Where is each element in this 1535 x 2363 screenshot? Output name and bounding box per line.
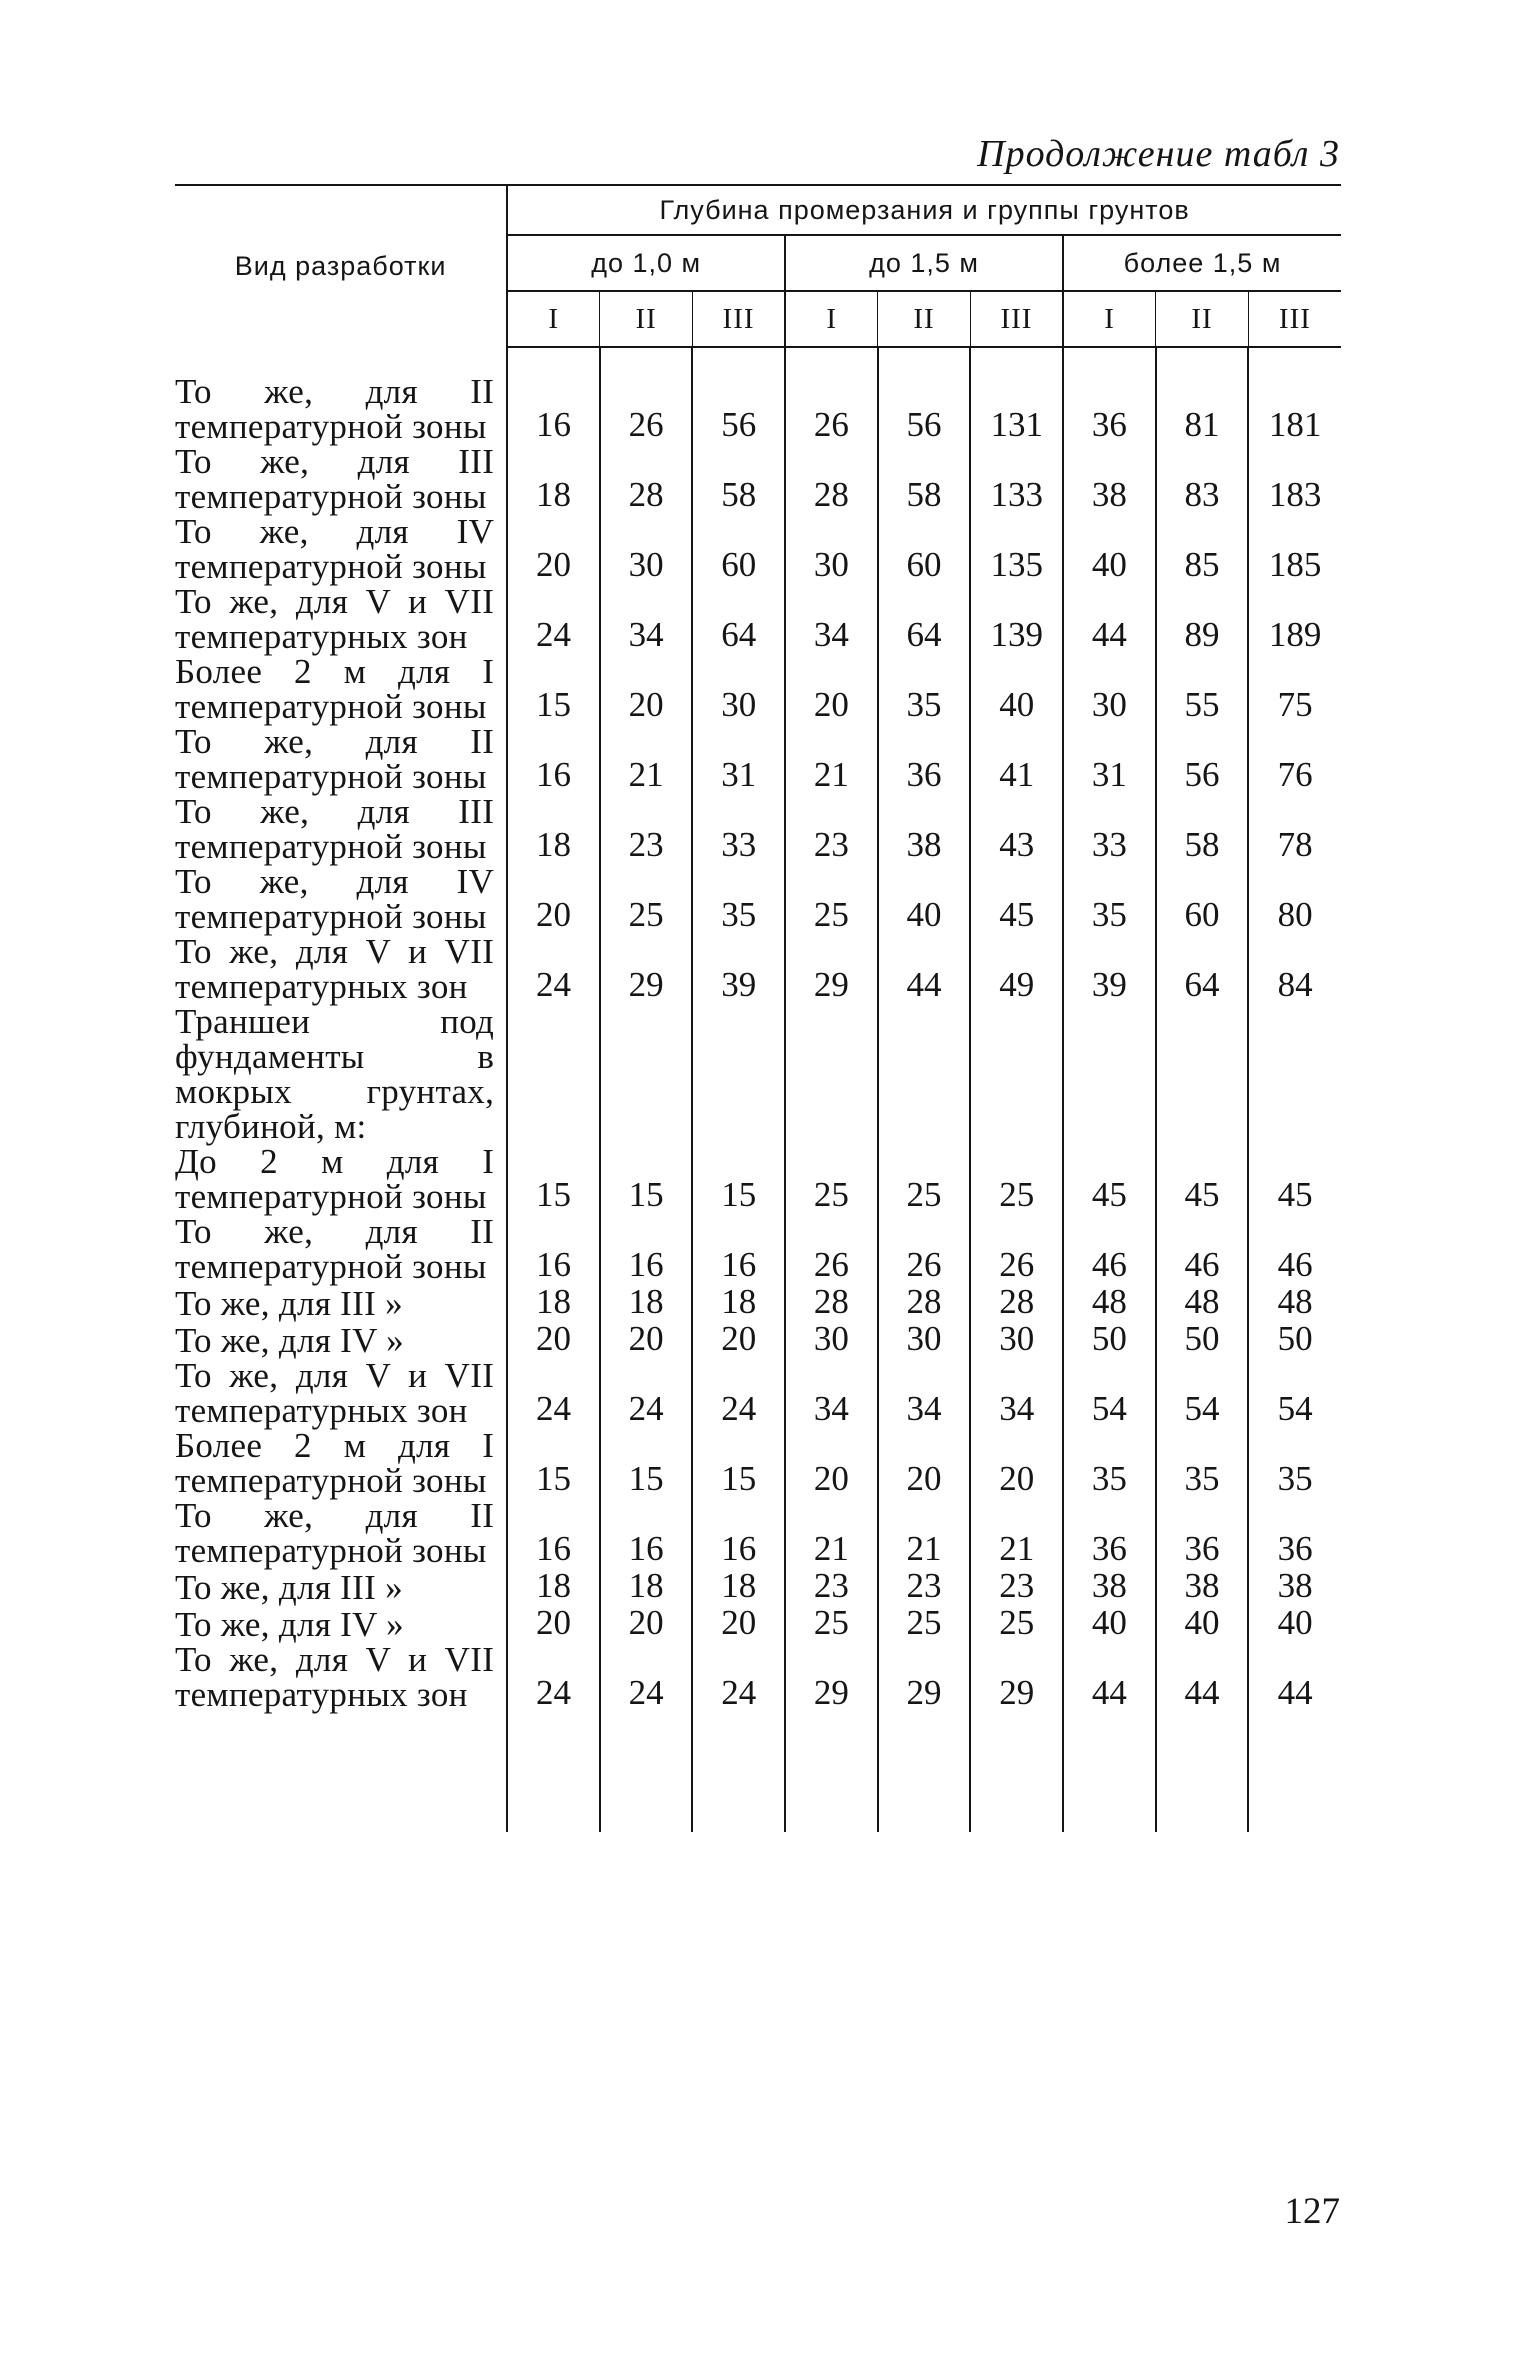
table-cell: 181 [1268,405,1322,444]
table-cell [1063,1004,1156,1144]
table-cell: 20 [507,864,600,934]
table-cell: 45 [1063,1144,1156,1214]
table-cell: 26 [785,1214,878,1284]
table-cell: 58 [1156,794,1249,864]
table-cell: 15 [507,1144,600,1214]
table-cell: 34 [785,584,878,654]
table-cell: 36 [878,724,971,794]
header-group: II [600,291,693,347]
table-cell: 24 [507,584,600,654]
table-cell: 49 [970,934,1063,1004]
table-cell: 15 [600,1144,693,1214]
table-cell [507,1004,600,1144]
table-cell: 35 [1277,1459,1313,1498]
table-row [175,444,1341,514]
table-cell: 20 [600,1605,693,1642]
table-cell: 34 [785,1358,878,1428]
table-cell: 56 [1156,724,1249,794]
table-cell: 24 [507,1642,600,1712]
header-depth-1: до 1,0 м [507,235,785,291]
table-row [175,584,1341,654]
table-cell: 33 [692,794,785,864]
table-cell: 43 [970,794,1063,864]
header-group-title: Глубина промерзания и группы грунтов [507,185,1341,235]
table-cell: 56 [692,374,785,444]
header-group: III [692,291,785,347]
header-depth-2: до 1,5 м [785,235,1063,291]
table-cell: 18 [692,1568,785,1605]
table-cell: 18 [507,1568,600,1605]
table-cell: 44 [1277,1673,1313,1712]
row-label: То же, для V и VII температурных зон [175,1358,507,1428]
table-cell: 183 [1268,475,1322,514]
row-label: Траншеи под фундаменты в мокрых грунтах, глубиной, м: [175,1004,507,1144]
table-cell: 54 [1277,1389,1313,1428]
table-cell: 38 [1156,1568,1249,1605]
table-cell: 23 [878,1568,971,1605]
table-cell: 18 [507,1284,600,1321]
table-cell: 60 [1156,864,1249,934]
table-cell: 23 [600,794,693,864]
table-cell: 48 [1277,1282,1313,1321]
table-cell: 64 [692,584,785,654]
table-cell: 20 [600,654,693,724]
table-cell: 34 [878,1358,971,1428]
table-cell: 24 [507,1358,600,1428]
table-cell: 45 [970,864,1063,934]
table-body [175,347,1341,1832]
table-cell: 16 [507,374,600,444]
table-cell: 35 [1156,1428,1249,1498]
table-cell: 33 [1063,794,1156,864]
row-label: То же, для IV температурной зоны [175,514,507,584]
table-row [175,864,1341,934]
table-cell: 31 [692,724,785,794]
row-label: До 2 м для I температурной зоны [175,1144,507,1214]
table-cell: 81 [1156,374,1249,444]
table-cell: 16 [507,1498,600,1568]
table-row [175,1498,1341,1568]
row-label: То же, для V и VII температурных зон [175,584,507,654]
row-label: То же, для III » [175,1284,507,1321]
table-cell: 25 [878,1144,971,1214]
header-vid: Вид разработки [175,185,507,347]
header-group: III [970,291,1063,347]
table-cell: 45 [1277,1175,1313,1214]
table-cell: 46 [1277,1245,1313,1284]
table-cell: 50 [1063,1321,1156,1358]
table-cell: 23 [785,794,878,864]
table-cell: 39 [1063,934,1156,1004]
table-cell: 20 [507,1605,600,1642]
table-cell: 35 [1063,1428,1156,1498]
table-cell: 50 [1277,1319,1313,1358]
row-label: То же, для IV » [175,1605,507,1642]
table-cell: 24 [600,1642,693,1712]
table-cell: 25 [600,864,693,934]
row-label: То же, для II температурной зоны [175,724,507,794]
table-cell: 35 [692,864,785,934]
table-cell: 54 [1063,1358,1156,1428]
table-cell: 48 [1156,1284,1249,1321]
table-cell: 20 [507,1321,600,1358]
table-cell: 185 [1268,545,1322,584]
table-cell: 139 [970,584,1063,654]
table-row [175,1568,1341,1605]
table-row [175,794,1341,864]
table-cell: 36 [1063,1498,1156,1568]
table-row [175,1321,1341,1358]
table-cell: 29 [785,934,878,1004]
table-cell: 28 [785,1284,878,1321]
table-cell: 29 [785,1642,878,1712]
table-cell: 26 [970,1214,1063,1284]
table-cell: 36 [1156,1498,1249,1568]
table-cell: 54 [1156,1358,1249,1428]
header-group: II [1156,291,1249,347]
table-cell: 85 [1156,514,1249,584]
row-label: То же, для V и VII температурных зон [175,934,507,1004]
table-cell: 25 [785,864,878,934]
row-label: То же, для II температурной зоны [175,1498,507,1568]
table-row [175,1004,1341,1144]
table-cell: 31 [1063,724,1156,794]
data-table [175,184,1341,1832]
table-cell: 15 [600,1428,693,1498]
table-cell: 89 [1156,584,1249,654]
table-cell: 15 [692,1428,785,1498]
row-label: То же, для II температурной зоны [175,1214,507,1284]
table-cell: 38 [1063,444,1156,514]
table-cell: 25 [785,1144,878,1214]
table-cell: 15 [507,1428,600,1498]
table-cell [692,1004,785,1144]
table-row [175,1642,1341,1712]
table-cell: 21 [785,1498,878,1568]
table-cell: 15 [692,1144,785,1214]
table-cell: 18 [600,1284,693,1321]
table-cell: 29 [600,934,693,1004]
table-cell: 26 [785,374,878,444]
table-cell: 58 [878,444,971,514]
table-cell: 20 [692,1321,785,1358]
table-cell [1248,1004,1341,1144]
table-cell [1156,1004,1249,1144]
table-cell: 16 [507,1214,600,1284]
table-cell [970,1004,1063,1144]
page-number: 127 [1284,2191,1340,2232]
table-row [175,374,1341,444]
table-cell: 25 [878,1605,971,1642]
table-cell: 56 [878,374,971,444]
table-cell: 28 [600,444,693,514]
table-cell: 16 [692,1214,785,1284]
row-label: Более 2 м для I температурной зоны [175,1428,507,1498]
table-cell: 25 [970,1605,1063,1642]
table-cell: 16 [692,1498,785,1568]
table-cell: 30 [785,514,878,584]
table-cell: 28 [785,444,878,514]
table-cell: 64 [1156,934,1249,1004]
table-cell: 75 [1277,685,1313,724]
table-cell: 40 [878,864,971,934]
table-cell: 46 [1156,1214,1249,1284]
table-caption: Продолжение табл 3 [977,133,1340,175]
table-cell: 29 [878,1642,971,1712]
table-cell: 21 [970,1498,1063,1568]
table-cell: 30 [785,1321,878,1358]
table-cell: 34 [600,584,693,654]
row-label: То же, для III температурной зоны [175,444,507,514]
table-cell: 58 [692,444,785,514]
table-cell: 30 [1063,654,1156,724]
table-cell: 80 [1277,895,1313,934]
table-cell: 84 [1277,965,1313,1004]
table-cell: 44 [1063,1642,1156,1712]
table-cell: 44 [1156,1642,1249,1712]
row-label: То же, для V и VII температурных зон [175,1642,507,1712]
table-cell: 26 [878,1214,971,1284]
table-row [175,514,1341,584]
table-row [175,1358,1341,1428]
table-tail-space [175,1712,1341,1832]
table-cell: 133 [970,444,1063,514]
table-cell: 35 [878,654,971,724]
row-label: То же, для IV » [175,1321,507,1358]
table-cell: 29 [970,1642,1063,1712]
row-label: То же, для II температурной зоны [175,374,507,444]
table-cell: 18 [507,444,600,514]
table-row [175,1605,1341,1642]
table-cell: 20 [692,1605,785,1642]
table-cell: 131 [970,374,1063,444]
row-label: То же, для IV температурной зоны [175,864,507,934]
table-cell: 30 [600,514,693,584]
table-cell: 78 [1277,825,1313,864]
table-row [175,934,1341,1004]
table-cell: 25 [785,1605,878,1642]
table-cell: 64 [878,584,971,654]
table-cell: 55 [1156,654,1249,724]
table-cell: 24 [692,1642,785,1712]
table-cell: 45 [1156,1144,1249,1214]
table-cell: 40 [1063,514,1156,584]
header-group: II [878,291,971,347]
table-cell: 21 [878,1498,971,1568]
table-row [175,654,1341,724]
header-depth-3: более 1,5 м [1063,235,1341,291]
table-row [175,1428,1341,1498]
row-label: То же, для III » [175,1568,507,1605]
table-row [175,1284,1341,1321]
table-cell: 40 [1277,1603,1313,1642]
table-cell: 18 [507,794,600,864]
row-label: То же, для III температурной зоны [175,794,507,864]
table-cell [600,1004,693,1144]
table-row [175,724,1341,794]
table-cell: 23 [970,1568,1063,1605]
table-row [175,1144,1341,1214]
header-group: I [1063,291,1156,347]
header-group: I [785,291,878,347]
table-cell: 20 [600,1321,693,1358]
table-cell: 38 [1277,1566,1313,1605]
table-cell: 44 [878,934,971,1004]
table-cell: 39 [692,934,785,1004]
table-cell: 40 [970,654,1063,724]
table-cell: 60 [878,514,971,584]
table-cell: 189 [1268,615,1322,654]
table-cell: 36 [1063,374,1156,444]
table-cell: 26 [600,374,693,444]
table-cell: 24 [600,1358,693,1428]
table-cell: 38 [1063,1568,1156,1605]
table-cell: 50 [1156,1321,1249,1358]
table-cell: 20 [507,514,600,584]
table-cell: 135 [970,514,1063,584]
table-cell: 35 [1063,864,1156,934]
table-cell: 76 [1277,755,1313,794]
table-cell [878,1004,971,1144]
table-cell: 24 [507,934,600,1004]
table-cell: 60 [692,514,785,584]
table-cell: 44 [1063,584,1156,654]
table-cell: 20 [785,1428,878,1498]
table-cell: 30 [692,654,785,724]
table-cell: 20 [878,1428,971,1498]
table-cell: 34 [970,1358,1063,1428]
table-cell [785,1004,878,1144]
table-cell: 46 [1063,1214,1156,1284]
table-cell: 40 [1063,1605,1156,1642]
table-cell: 20 [785,654,878,724]
table-cell: 24 [692,1358,785,1428]
table-cell: 20 [970,1428,1063,1498]
table-cell: 16 [600,1214,693,1284]
row-label: Более 2 м для I температурной зоны [175,654,507,724]
table-cell: 18 [600,1568,693,1605]
table-cell: 28 [878,1284,971,1321]
table-cell: 23 [785,1568,878,1605]
table-row [175,1214,1341,1284]
table-cell: 36 [1277,1529,1313,1568]
table-cell: 48 [1063,1284,1156,1321]
table-cell: 21 [785,724,878,794]
table-cell: 25 [970,1144,1063,1214]
table-cell: 21 [600,724,693,794]
header-group: III [1248,291,1341,347]
table-cell: 16 [507,724,600,794]
table-cell: 40 [1156,1605,1249,1642]
table-cell: 18 [692,1284,785,1321]
table-cell: 16 [600,1498,693,1568]
table-cell: 15 [507,654,600,724]
table-cell: 30 [878,1321,971,1358]
header-group: I [507,291,600,347]
table-cell: 28 [970,1284,1063,1321]
table-cell: 83 [1156,444,1249,514]
table-cell: 30 [970,1321,1063,1358]
table-cell: 41 [970,724,1063,794]
table-cell: 38 [878,794,971,864]
